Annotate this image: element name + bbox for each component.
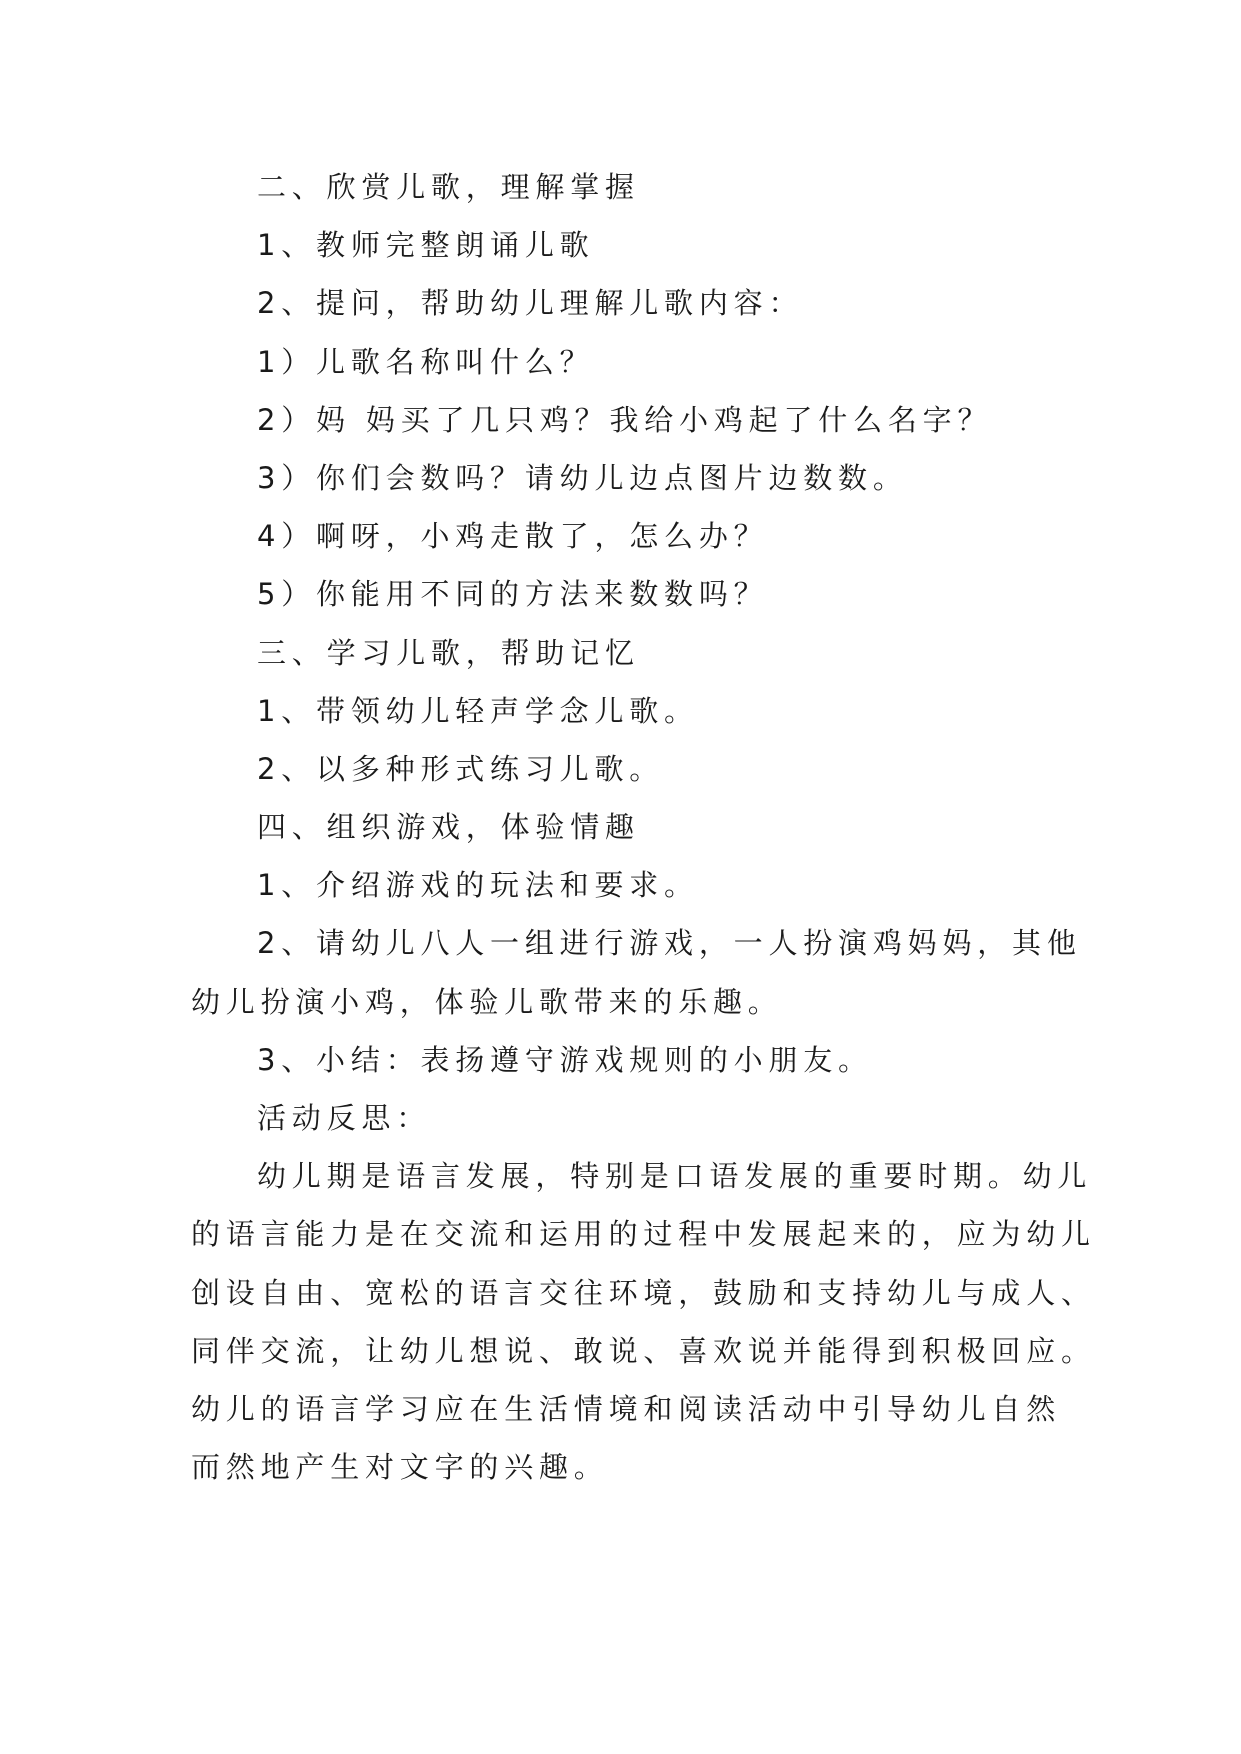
section-heading-game: 四、组织游戏，体验情趣 — [257, 810, 640, 845]
paragraph-line: 的语言能力是在交流和运用的过程中发展起来的，应为幼儿 — [191, 1217, 1096, 1252]
list-item: 1、教师完整朗诵儿歌 — [257, 228, 595, 263]
question-item: 1）儿歌名称叫什么？ — [257, 344, 595, 379]
paragraph-line: 同伴交流，让幼儿想说、敢说、喜欢说并能得到积极回应。 — [191, 1333, 1096, 1368]
section-heading-reflection: 活动反思： — [257, 1101, 432, 1135]
question-item: 4）啊呀，小鸡走散了，怎么办？ — [257, 519, 769, 554]
question-item: 3）你们会数吗？请幼儿边点图片边数数。 — [257, 460, 908, 495]
section-heading-appreciate: 二、欣赏儿歌，理解掌握 — [257, 170, 640, 204]
list-item: 2、提问，帮助幼儿理解儿歌内容： — [257, 286, 804, 321]
paragraph-line: 幼儿的语言学习应在生活情境和阅读活动中引导幼儿自然 — [191, 1391, 1062, 1426]
paragraph-line: 而然地产生对文字的兴趣。 — [191, 1450, 609, 1485]
list-item: 2、以多种形式练习儿歌。 — [257, 751, 665, 786]
document-body — [191, 158, 1096, 1496]
paragraph-line: 幼儿期是语言发展，特别是口语发展的重要时期。幼儿 — [257, 1159, 1093, 1194]
paragraph-line: 创设自由、宽松的语言交往环境，鼓励和支持幼儿与成人、 — [191, 1275, 1096, 1310]
list-item: 1、介绍游戏的玩法和要求。 — [257, 868, 699, 903]
list-item: 1、带领幼儿轻声学念儿歌。 — [257, 693, 699, 728]
question-item: 5）你能用不同的方法来数数吗？ — [257, 577, 769, 612]
question-item: 2）妈 妈买了几只鸡？我给小鸡起了什么名字？ — [257, 402, 993, 437]
list-item: 2、请幼儿八人一组进行游戏，一人扮演鸡妈妈，其他 — [257, 926, 1082, 961]
section-heading-learn: 三、学习儿歌，帮助记忆 — [257, 635, 640, 670]
list-item: 3、小结：表扬遵守游戏规则的小朋友。 — [257, 1042, 873, 1077]
list-item-continuation: 幼儿扮演小鸡，体验儿歌带来的乐趣。 — [191, 984, 783, 1019]
